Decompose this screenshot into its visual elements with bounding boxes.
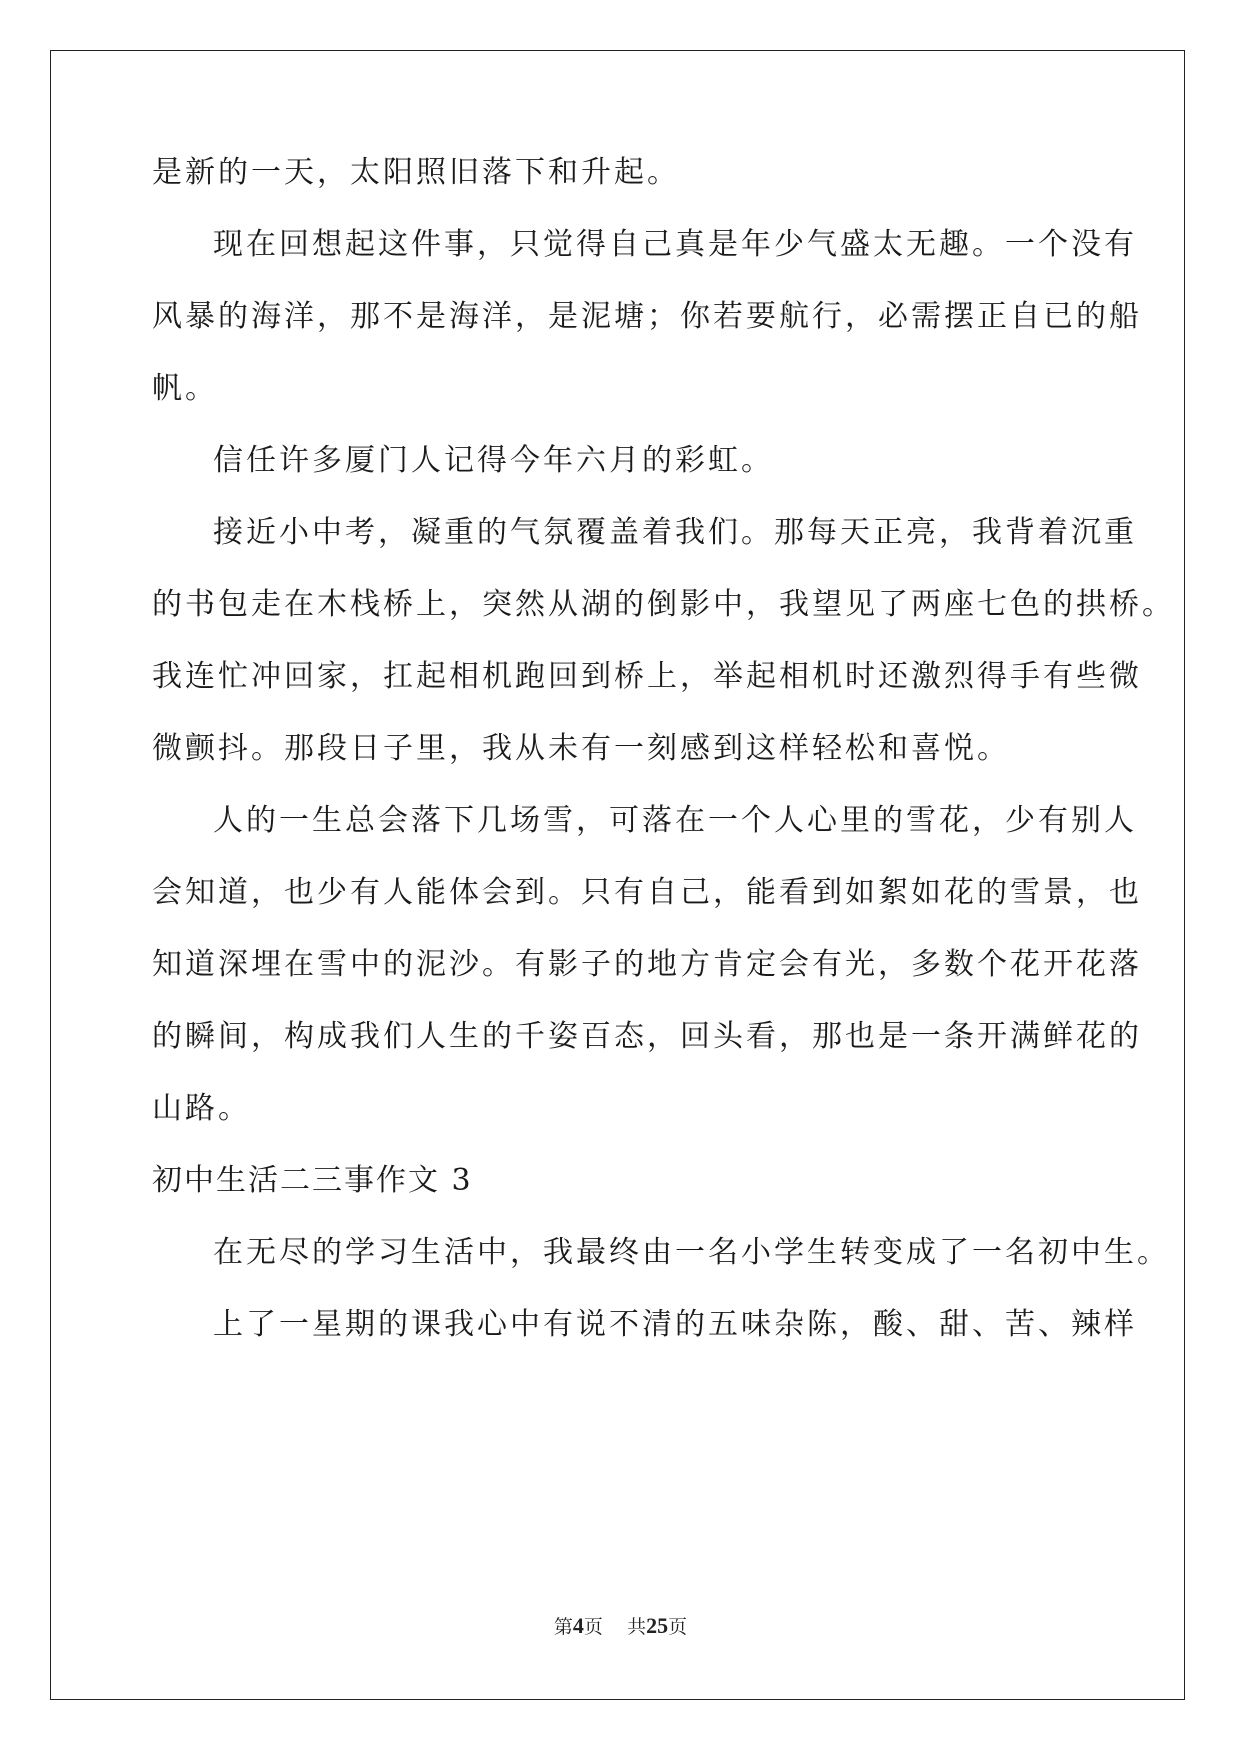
page-label-prefix: 第 [553,1616,573,1638]
text-line: 帆。 [152,371,218,406]
text-line: 我连忙冲回家，扛起相机跑回到桥上，举起相机时还激烈得手有些微 [152,659,1142,694]
text-line: 上了一星期的课我心中有说不清的五味杂陈，酸、甜、苦、辣样 [213,1307,1137,1342]
text-line: 风暴的海洋，那不是海洋，是泥塘；你若要航行，必需摆正自已的船 [152,299,1142,334]
text-line: 的瞬间，构成我们人生的千姿百态，回头看，那也是一条开满鲜花的 [152,1019,1142,1054]
text-line: 知道深埋在雪中的泥沙。有影子的地方肯定会有光，多数个花开花落 [152,947,1142,982]
text-line: 是新的一天，太阳照旧落下和升起。 [152,155,680,190]
text-line: 山路。 [152,1091,251,1126]
total-label-prefix: 共 [627,1616,647,1638]
section-heading: 初中生活二三事作文 3 [152,1163,473,1198]
text-line: 微颤抖。那段日子里，我从未有一刻感到这样轻松和喜悦。 [152,731,1010,766]
page-label-suffix: 页 [583,1616,603,1638]
total-label-suffix: 页 [668,1616,688,1638]
text-line: 会知道，也少有人能体会到。只有自己，能看到如絮如花的雪景，也 [152,875,1142,910]
text-line: 的书包走在木栈桥上，突然从湖的倒影中，我望见了两座七色的拱桥。 [152,587,1175,622]
text-line: 人的一生总会落下几场雪，可落在一个人心里的雪花，少有别人 [213,803,1137,838]
text-line: 在无尽的学习生活中，我最终由一名小学生转变成了一名初中生。 [213,1235,1170,1270]
total-pages: 25 [646,1613,669,1638]
text-line: 接近小中考，凝重的气氛覆盖着我们。那每天正亮，我背着沉重 [213,515,1137,550]
text-line: 现在回想起这件事，只觉得自己真是年少气盛太无趣。一个没有 [213,227,1137,262]
text-line: 信任许多厦门人记得今年六月的彩虹。 [213,443,774,478]
page-footer [0,1612,1241,1639]
page-number: 4 [572,1613,584,1638]
